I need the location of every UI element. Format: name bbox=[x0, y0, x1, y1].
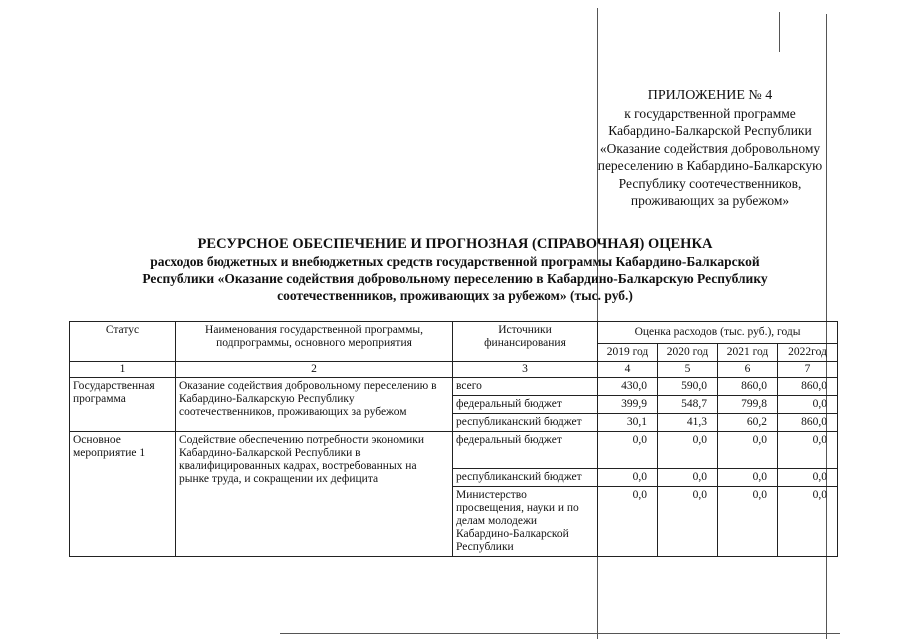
header-row bbox=[70, 322, 838, 344]
status-cell: Государственная программа bbox=[70, 378, 176, 432]
appendix-line: Кабардино-Балкарской Республики bbox=[608, 123, 812, 138]
status-cell: Основное мероприятие 1 bbox=[70, 432, 176, 557]
value-cell: 590,0 bbox=[658, 378, 718, 396]
value-cell: 0,0 bbox=[598, 487, 658, 557]
value-cell: 430,0 bbox=[598, 378, 658, 396]
title-sub-line: соотечественников, проживающих за рубежом» (тыс. руб.) bbox=[277, 288, 633, 303]
scan-bottom-line bbox=[280, 633, 840, 634]
name-cell: Содействие обеспечению потребности экономики Кабардино-Балкарской Республики в квалифицированных кадрах, востребованных на рынке труда, и сокращении их дефицита bbox=[176, 432, 453, 557]
title-sub-line: расходов бюджетных и внебюджетных средств государственной программы Кабардино-Балкарской bbox=[150, 254, 760, 269]
source-cell: всего bbox=[453, 378, 598, 396]
value-cell: 548,7 bbox=[658, 396, 718, 414]
value-cell: 799,8 bbox=[718, 396, 778, 414]
source-cell: республиканский бюджет bbox=[453, 414, 598, 432]
value-cell: 60,2 bbox=[718, 414, 778, 432]
header-year: 2020 год bbox=[658, 344, 718, 362]
value-cell: 0,0 bbox=[778, 432, 838, 469]
source-cell: республиканский бюджет bbox=[453, 469, 598, 487]
value-cell: 0,0 bbox=[778, 487, 838, 557]
value-cell: 30,1 bbox=[598, 414, 658, 432]
header-estimate: Оценка расходов (тыс. руб.), годы bbox=[598, 322, 838, 344]
value-cell: 0,0 bbox=[718, 469, 778, 487]
column-number: 3 bbox=[453, 362, 598, 378]
value-cell: 860,0 bbox=[778, 414, 838, 432]
header-name: Наименования государственной программы, подпрограммы, основного мероприятия bbox=[176, 322, 453, 362]
value-cell: 0,0 bbox=[718, 432, 778, 469]
value-cell: 860,0 bbox=[718, 378, 778, 396]
column-number: 7 bbox=[778, 362, 838, 378]
header-sources: Источники финансирования bbox=[453, 322, 598, 362]
source-cell: федеральный бюджет bbox=[453, 432, 598, 469]
header-status: Статус bbox=[70, 322, 176, 362]
scan-fold-line-right bbox=[779, 12, 780, 52]
column-number-row bbox=[70, 362, 838, 378]
value-cell: 0,0 bbox=[778, 396, 838, 414]
value-cell: 0,0 bbox=[658, 487, 718, 557]
appendix-line: Республику соотечественников, bbox=[618, 175, 802, 191]
value-cell: 0,0 bbox=[658, 432, 718, 469]
source-cell: Министерство просвещения, науки и по делам молодежи Кабардино-Балкарской Республики bbox=[453, 487, 598, 557]
header-year: 2021 год bbox=[718, 344, 778, 362]
name-cell: Оказание содействия добровольному переселению в Кабардино-Балкарскую Республику соотечественников, проживающих за рубежом bbox=[176, 378, 453, 432]
header-year: 2022год bbox=[778, 344, 838, 362]
title-main: РЕСУРСНОЕ ОБЕСПЕЧЕНИЕ И ПРОГНОЗНАЯ (СПРАВОЧНАЯ) ОЦЕНКА bbox=[197, 236, 713, 252]
table-row bbox=[70, 378, 838, 396]
header-year: 2019 год bbox=[598, 344, 658, 362]
column-number: 4 bbox=[598, 362, 658, 378]
value-cell: 0,0 bbox=[778, 469, 838, 487]
column-number: 1 bbox=[70, 362, 176, 378]
document-title bbox=[60, 236, 850, 304]
source-cell: федеральный бюджет bbox=[453, 396, 598, 414]
table-row bbox=[70, 432, 838, 469]
title-sub-line: Республики «Оказание содействия добровольному переселению в Кабардино-Балкарскую Республику bbox=[142, 271, 768, 286]
column-number: 5 bbox=[658, 362, 718, 378]
value-cell: 0,0 bbox=[718, 487, 778, 557]
value-cell: 0,0 bbox=[598, 432, 658, 469]
resource-table bbox=[69, 321, 838, 557]
appendix-block bbox=[560, 87, 860, 210]
value-cell: 41,3 bbox=[658, 414, 718, 432]
value-cell: 860,0 bbox=[778, 378, 838, 396]
value-cell: 399,9 bbox=[598, 396, 658, 414]
appendix-line: «Оказание содействия добровольному bbox=[599, 140, 821, 156]
appendix-line: проживающих за рубежом» bbox=[630, 193, 790, 208]
appendix-line: переселению в Кабардино-Балкарскую bbox=[597, 158, 823, 173]
column-number: 6 bbox=[718, 362, 778, 378]
column-number: 2 bbox=[176, 362, 453, 378]
appendix-number: ПРИЛОЖЕНИЕ № 4 bbox=[647, 88, 773, 103]
value-cell: 0,0 bbox=[658, 469, 718, 487]
appendix-line: к государственной программе bbox=[624, 105, 796, 121]
value-cell: 0,0 bbox=[598, 469, 658, 487]
